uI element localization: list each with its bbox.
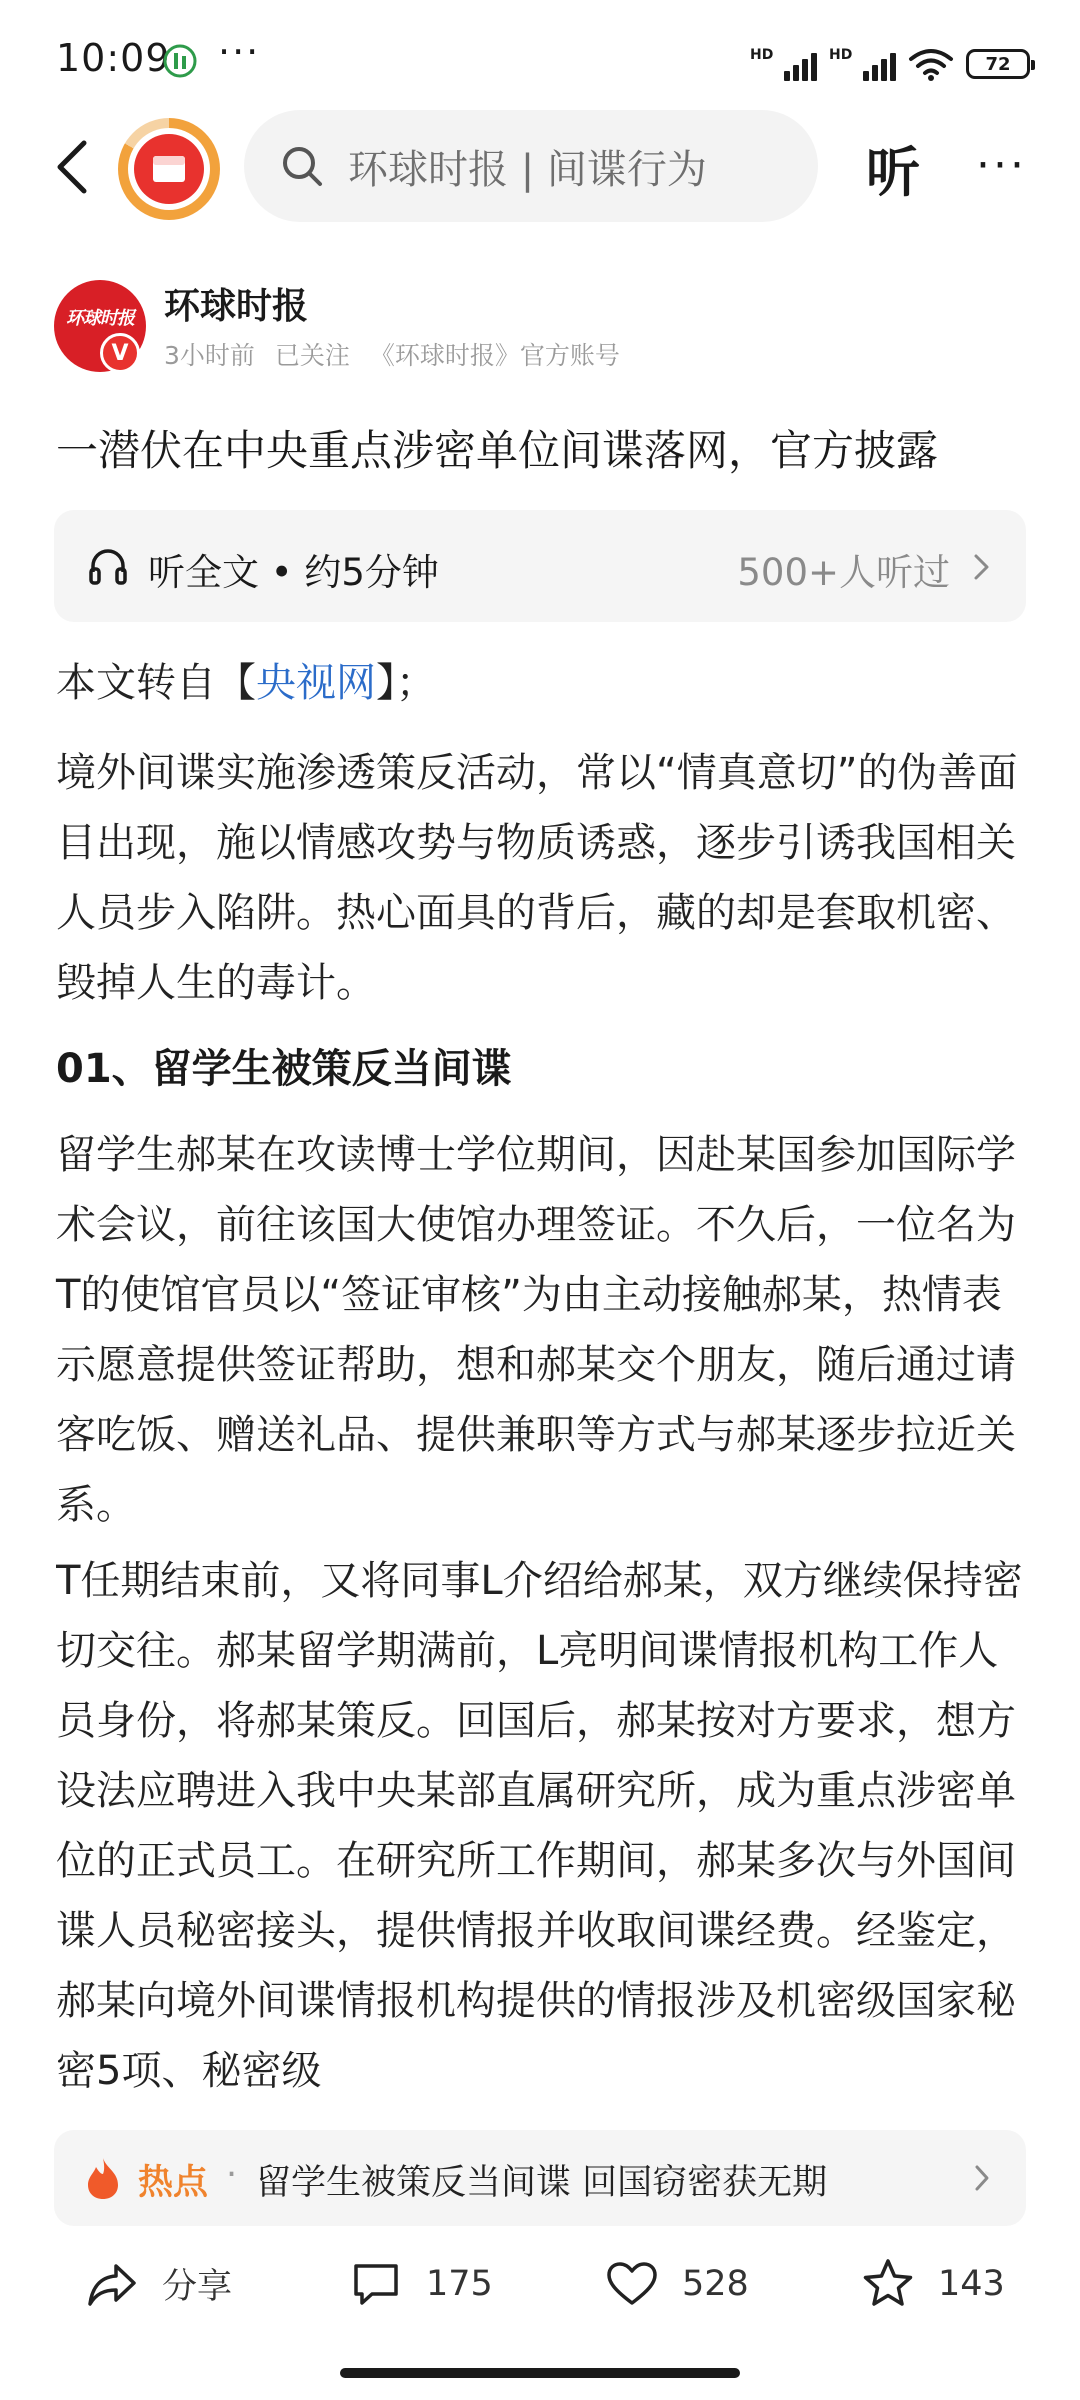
like-button[interactable] xyxy=(604,2252,749,2316)
home-indicator[interactable] xyxy=(340,2368,740,2378)
signal-2-icon xyxy=(829,47,896,81)
paragraph-story: 留学生郝某在攻读博士学位期间，因赴某国参加国际学术会议，前往该国大使馆办理签证。不久后，一位名为T的使馆官员以“签证审核”为由主动接触郝某，热情表示愿意提供签证帮助，想和郝某交个朋友，随后通过请客吃饭、赠送礼品、提供兼职等方式与郝某逐步拉近关系。 xyxy=(56,1132,1016,1528)
source-prefix: 本文转自【 xyxy=(56,660,256,706)
verified-badge-icon: V xyxy=(100,333,140,373)
share-icon xyxy=(84,2256,140,2312)
account-description: 《环球时报》官方账号 xyxy=(369,341,620,370)
wifi-icon xyxy=(908,47,954,81)
share-button[interactable] xyxy=(84,2252,232,2316)
avatar-logo-text: 环球时报 xyxy=(66,308,134,329)
post-time: 3小时前 xyxy=(164,341,255,370)
back-arrow-icon xyxy=(54,139,88,195)
star-icon xyxy=(860,2256,916,2312)
app-logo-icon xyxy=(134,134,204,204)
hot-separator: · xyxy=(226,2155,238,2195)
hot-topic-bar[interactable] xyxy=(54,2130,1026,2226)
hot-label: 热点 xyxy=(138,2163,209,2203)
paragraph-intro: 境外间谍实施渗透策反活动，常以“情真意切”的伪善面目出现，施以情感攻势与物质诱惑，逐步引诱我国相关人员步入陷阱。热心面具的背后，藏的却是套取机密、毁掉人生的毒计。 xyxy=(56,750,1018,1006)
comment-count: 175 xyxy=(426,2264,493,2304)
signal-1-icon xyxy=(750,47,817,81)
back-button[interactable] xyxy=(44,136,98,198)
flame-icon xyxy=(84,2156,122,2200)
listener-count: 500+人听过 xyxy=(737,551,950,594)
app-notification-icon xyxy=(163,44,197,78)
signal-hd-label-2: HD xyxy=(829,47,853,63)
bottom-action-bar xyxy=(0,2236,1080,2336)
status-time: 10:09 xyxy=(56,36,171,80)
comment-icon xyxy=(348,2256,404,2312)
headphone-icon xyxy=(88,546,128,586)
paragraph-story-continued: T任期结束前，又将同事L介绍给郝某，双方继续保持密切交往。郝某留学期满前，L亮明间谍情报机构工作人员身份，将郝某策反。回国后，郝某按对方要求，想方设法应聘进入我中央某部直属研究所，成为重点涉密单位的正式员工。在研究所工作期间，郝某多次与外国间谍人员秘密接头，提供情报并收取间谍经费。经鉴定，郝某向境外间谍情报机构提供的情报涉及机密级国家秘密5项、秘密级 xyxy=(56,1558,1023,2094)
favorite-count: 143 xyxy=(938,2264,1005,2304)
status-more-dots: ··· xyxy=(218,30,261,74)
search-bar[interactable] xyxy=(244,110,818,222)
author-meta xyxy=(164,336,620,372)
follow-status[interactable]: 已关注 xyxy=(274,341,350,370)
listen-full-text-card[interactable] xyxy=(54,510,1026,622)
source-link[interactable]: 央视网 xyxy=(256,660,376,706)
top-nav xyxy=(0,110,1080,224)
article-title: 一潜伏在中央重点涉密单位间谍落网，官方披露 xyxy=(56,426,939,475)
source-line xyxy=(56,648,1028,718)
listen-duration-label: 听全文 • 约5分钟 xyxy=(148,551,439,594)
signal-hd-label: HD xyxy=(750,47,774,63)
like-count: 528 xyxy=(682,2264,749,2304)
battery-indicator xyxy=(966,49,1030,79)
search-query-text: 环球时报 | 间谍行为 xyxy=(348,146,707,193)
favorite-button[interactable] xyxy=(860,2252,1005,2316)
chevron-right-icon xyxy=(970,552,992,582)
app-logo-button[interactable] xyxy=(118,118,220,220)
search-icon xyxy=(280,144,324,188)
battery-level: 72 xyxy=(985,53,1011,75)
status-indicators xyxy=(750,44,1030,84)
heart-icon xyxy=(604,2256,660,2312)
status-bar xyxy=(0,0,1080,120)
more-options-button[interactable]: ··· xyxy=(976,140,1027,191)
chevron-right-icon xyxy=(972,2164,992,2192)
listen-button[interactable]: 听 xyxy=(866,141,920,204)
hot-topic-text: 留学生被策反当间谍 回国窃密获无期 xyxy=(256,2163,828,2203)
comment-button[interactable] xyxy=(348,2252,493,2316)
section-heading: 01、留学生被策反当间谍 xyxy=(56,1046,512,1092)
source-suffix: 】； xyxy=(376,660,436,706)
author-name[interactable]: 环球时报 xyxy=(164,286,309,327)
share-label: 分享 xyxy=(162,2267,233,2307)
